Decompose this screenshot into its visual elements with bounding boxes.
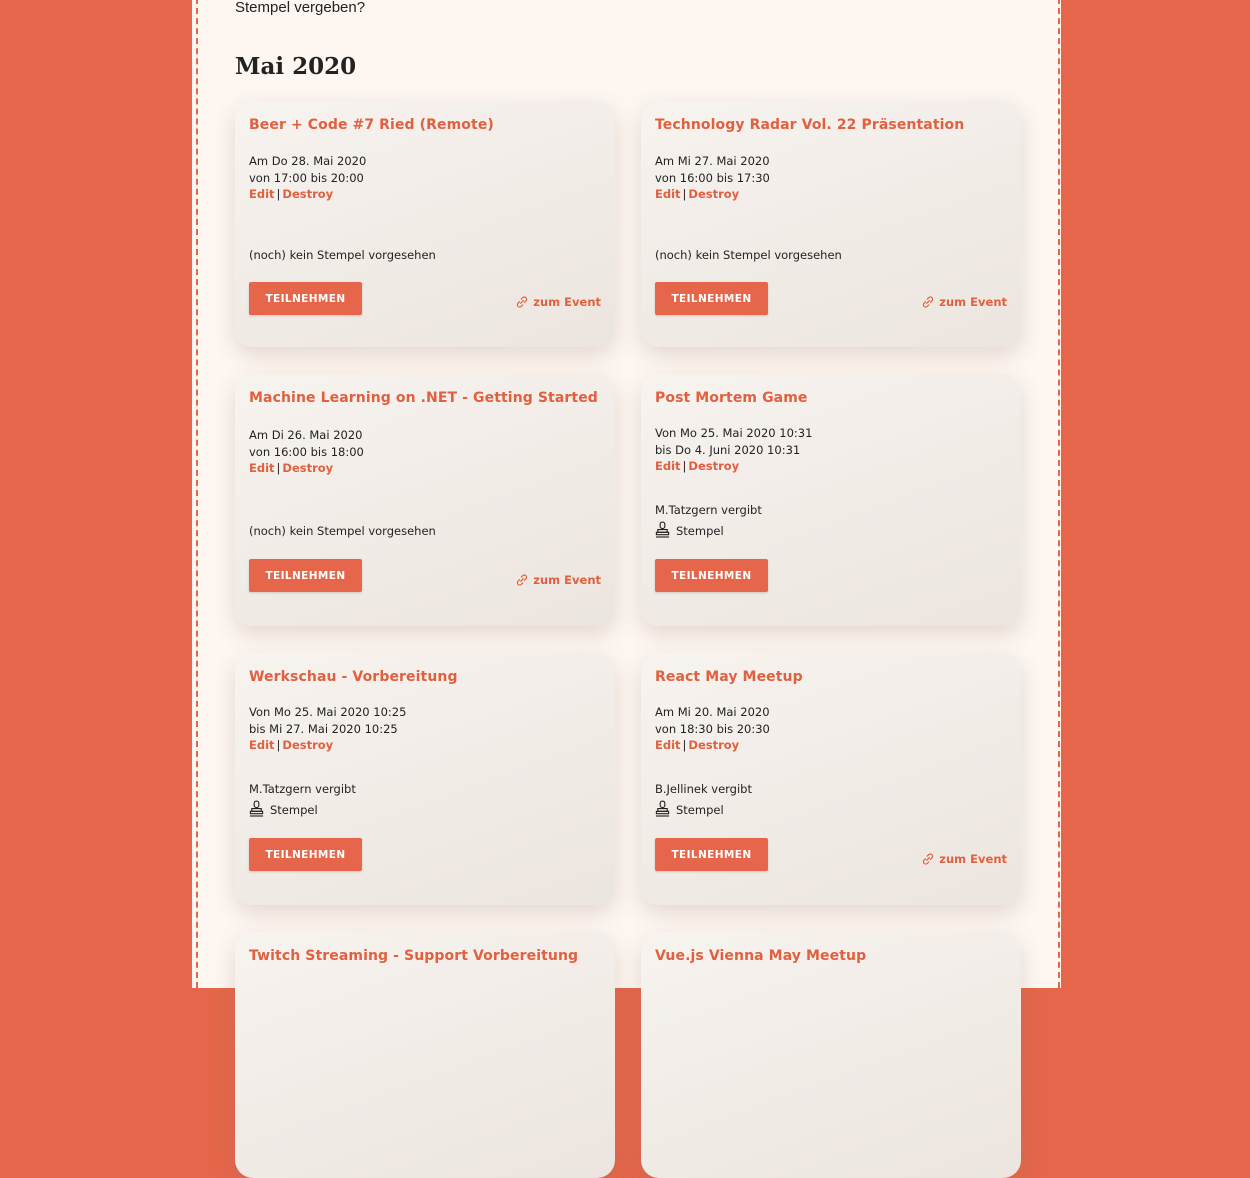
stamp-issuer: M.Tatzgern vergibt [655,503,762,517]
event-date-line1: Von Mo 25. Mai 2020 10:25 [249,705,407,719]
stamp-row [249,800,318,817]
edit-link[interactable]: Edit [249,461,275,475]
event-date-line2: bis Do 4. Juni 2020 10:31 [655,442,801,457]
month-heading: Mai 2020 [235,53,357,80]
event-link-label: zum Event [533,573,601,587]
link-icon [921,295,935,309]
stamp-icon [655,521,670,538]
join-button[interactable]: TEILNEHMEN [249,838,362,871]
stamp-label: Stempel [676,524,724,538]
perforation-left [196,0,198,988]
actions-separator: | [682,738,687,752]
event-actions [249,460,364,477]
edit-link[interactable]: Edit [249,738,275,752]
event-title[interactable]: Technology Radar Vol. 22 Präsentation [655,117,965,133]
event-link-label: zum Event [939,295,1007,309]
event-actions [249,737,406,754]
stamp-row [655,521,724,538]
join-button[interactable]: TEILNEHMEN [249,282,362,315]
actions-separator: | [276,187,281,201]
event-date-line1: Am Mi 20. Mai 2020 [655,705,770,719]
event-dates [249,153,366,203]
event-card [641,932,1021,1178]
event-title[interactable]: React May Meetup [655,669,803,685]
event-date-line1: Am Di 26. Mai 2020 [249,428,363,442]
event-link-label: zum Event [939,852,1007,866]
event-title[interactable]: Machine Learning on .NET - Getting Started [249,390,598,406]
actions-separator: | [276,738,281,752]
event-date-line2: von 16:00 bis 17:30 [655,170,770,185]
event-actions [655,458,812,475]
stamp-issuer: M.Tatzgern vergibt [249,782,356,796]
stamp-row [655,800,724,817]
event-card [235,932,615,1178]
event-title[interactable]: Vue.js Vienna May Meetup [655,948,867,964]
stamp-info: (noch) kein Stempel vorgesehen [655,248,842,262]
event-title[interactable]: Twitch Streaming - Support Vorbereitung [249,948,579,964]
event-date-line1: Am Do 28. Mai 2020 [249,154,367,168]
join-button[interactable]: TEILNEHMEN [655,838,768,871]
event-card [235,653,615,905]
event-dates [655,425,812,475]
destroy-link[interactable]: Destroy [688,459,740,473]
link-icon [921,852,935,866]
event-card [235,374,615,626]
perforation-right [1058,0,1060,988]
link-icon [515,295,529,309]
stamp-issuer: B.Jellinek vergibt [655,782,752,796]
event-date-line1: Am Mi 27. Mai 2020 [655,154,770,168]
event-date-line2: von 16:00 bis 18:00 [249,444,364,459]
event-card [641,374,1021,626]
event-dates [655,153,770,203]
edit-link[interactable]: Edit [655,459,681,473]
event-link[interactable] [921,852,1007,866]
event-card [641,653,1021,905]
event-title[interactable]: Post Mortem Game [655,390,808,406]
destroy-link[interactable]: Destroy [282,738,334,752]
join-button[interactable]: TEILNEHMEN [249,559,362,592]
content-sheet [192,0,1061,988]
destroy-link[interactable]: Destroy [688,738,740,752]
event-dates [655,704,770,754]
destroy-link[interactable]: Destroy [282,461,334,475]
stamp-info: (noch) kein Stempel vorgesehen [249,524,436,538]
actions-separator: | [682,187,687,201]
event-date-line2: bis Mi 27. Mai 2020 10:25 [249,721,398,736]
stamp-label: Stempel [676,803,724,817]
event-date-line1: Von Mo 25. Mai 2020 10:31 [655,426,813,440]
actions-separator: | [682,459,687,473]
stamp-label: Stempel [270,803,318,817]
event-actions [655,186,770,203]
event-title[interactable]: Werkschau - Vorbereitung [249,669,458,685]
event-actions [249,186,366,203]
edit-link[interactable]: Edit [249,187,275,201]
actions-separator: | [276,461,281,475]
stamp-icon [655,800,670,817]
event-link[interactable] [515,295,601,309]
intro-text: Stempel vergeben? [235,0,366,16]
join-button[interactable]: TEILNEHMEN [655,559,768,592]
destroy-link[interactable]: Destroy [688,187,740,201]
event-actions [655,737,770,754]
event-dates [249,427,364,477]
edit-link[interactable]: Edit [655,187,681,201]
event-link[interactable] [515,573,601,587]
event-link[interactable] [921,295,1007,309]
stamp-icon [249,800,264,817]
link-icon [515,573,529,587]
event-dates [249,704,406,754]
event-card [641,101,1021,347]
stamp-info: (noch) kein Stempel vorgesehen [249,248,436,262]
event-link-label: zum Event [533,295,601,309]
destroy-link[interactable]: Destroy [282,187,334,201]
join-button[interactable]: TEILNEHMEN [655,282,768,315]
edit-link[interactable]: Edit [655,738,681,752]
event-date-line2: von 17:00 bis 20:00 [249,170,364,185]
event-card [235,101,615,347]
event-date-line2: von 18:30 bis 20:30 [655,721,770,736]
event-title[interactable]: Beer + Code #7 Ried (Remote) [249,117,494,133]
